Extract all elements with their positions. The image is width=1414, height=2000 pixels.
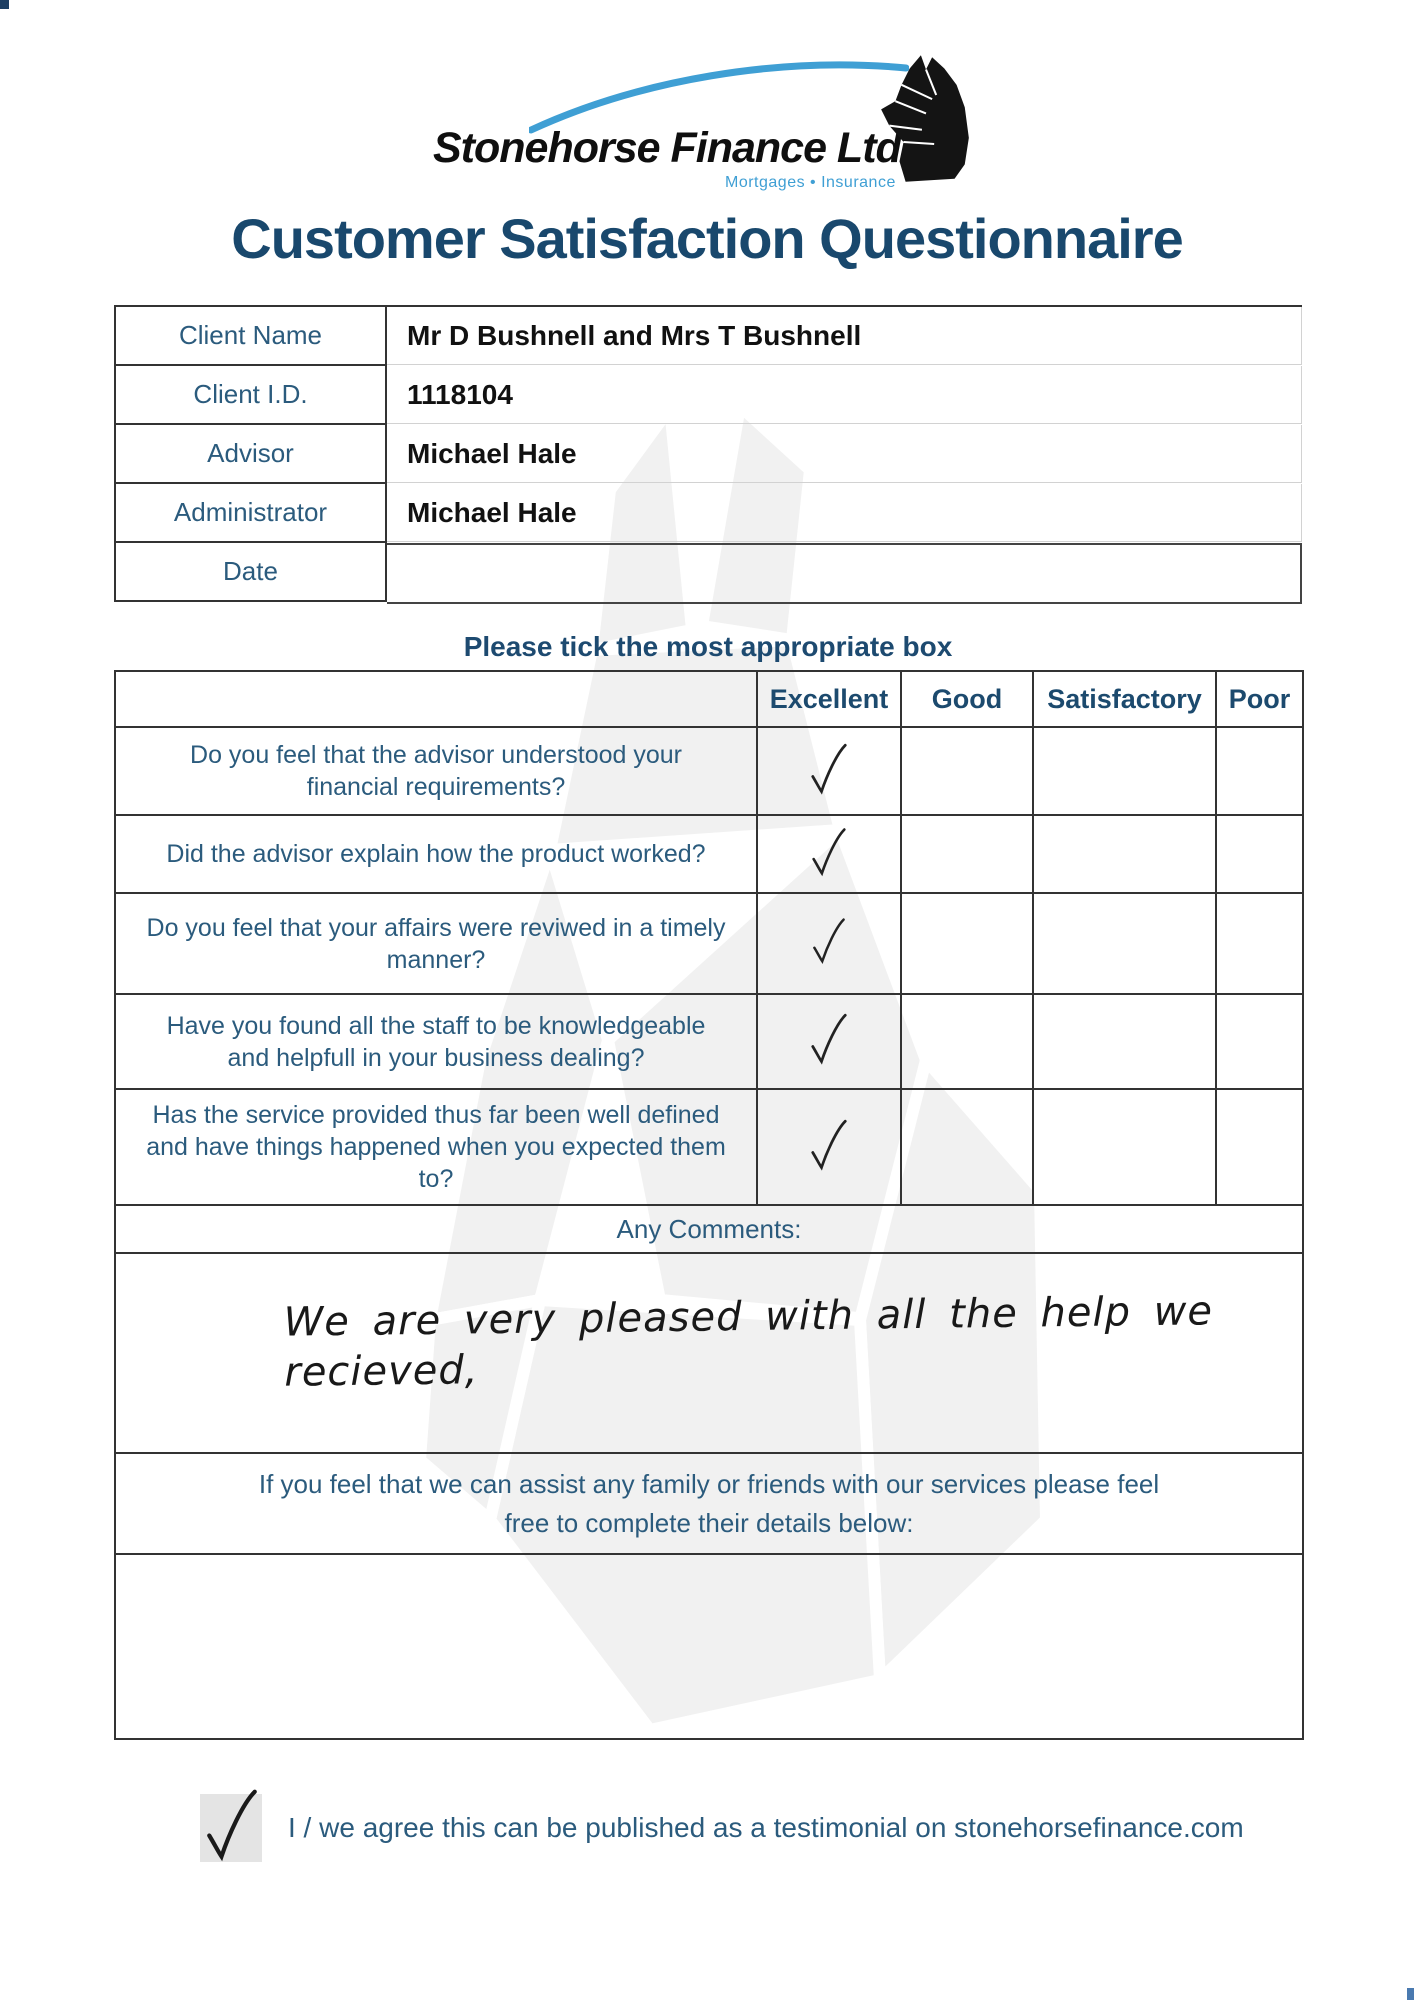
horse-head-icon — [875, 54, 977, 182]
rating-cell-good[interactable] — [901, 994, 1033, 1089]
scan-corner-mark-top-left — [0, 0, 9, 9]
question-text: Has the service provided thus far been well defined and have things happened when you expected them to? — [115, 1089, 757, 1205]
client-id-label: Client I.D. — [114, 366, 387, 425]
rating-cell-good[interactable] — [901, 893, 1033, 994]
tick-mark-icon — [809, 1011, 849, 1067]
rating-cell-excellent[interactable] — [757, 893, 901, 994]
rating-cell-excellent[interactable] — [757, 994, 901, 1089]
referral-note-row — [115, 1453, 1303, 1554]
comments-box-row — [115, 1253, 1303, 1453]
company-logo — [0, 52, 1414, 190]
column-header-poor: Poor — [1216, 671, 1303, 727]
comments-label-row — [115, 1205, 1303, 1253]
referral-details-box[interactable] — [115, 1554, 1303, 1739]
date-label: Date — [114, 543, 387, 602]
client-name-value[interactable]: Mr D Bushnell and Mrs T Bushnell — [387, 307, 1302, 365]
tick-mark-icon — [809, 741, 849, 797]
rating-cell-poor[interactable] — [1216, 1089, 1303, 1205]
question-text: Did the advisor explain how the product worked? — [115, 815, 757, 893]
comments-label: Any Comments: — [115, 1205, 1303, 1253]
tick-mark-icon — [810, 826, 848, 878]
question-row — [115, 994, 1303, 1089]
testimonial-checkbox[interactable] — [200, 1794, 262, 1862]
page-title: Customer Satisfaction Questionnaire — [231, 207, 1183, 270]
rating-cell-excellent[interactable] — [757, 1089, 901, 1205]
checkbox-tick-icon — [204, 1780, 260, 1870]
rating-cell-satisfactory[interactable] — [1033, 994, 1216, 1089]
advisor-label: Advisor — [114, 425, 387, 484]
tick-instruction: Please tick the most appropriate box — [463, 631, 953, 662]
rating-cell-good[interactable] — [901, 727, 1033, 815]
question-row — [115, 893, 1303, 994]
comments-box[interactable] — [115, 1253, 1303, 1453]
rating-cell-satisfactory[interactable] — [1033, 815, 1216, 893]
column-header-satisfactory: Satisfactory — [1033, 671, 1216, 727]
rating-cell-good[interactable] — [901, 1089, 1033, 1205]
advisor-value[interactable]: Michael Hale — [387, 425, 1302, 483]
question-row — [115, 1089, 1303, 1205]
column-header-good: Good — [901, 671, 1033, 727]
rating-cell-satisfactory[interactable] — [1033, 727, 1216, 815]
rating-cell-good[interactable] — [901, 815, 1033, 893]
date-value[interactable] — [387, 543, 1302, 604]
testimonial-consent — [200, 1794, 1302, 1862]
client-info-table — [114, 305, 1302, 604]
column-header-excellent: Excellent — [757, 671, 901, 727]
question-text: Do you feel that your affairs were reviwed in a timely manner? — [115, 893, 757, 994]
tick-mark-icon — [809, 1117, 849, 1173]
scan-corner-mark-bottom-right — [1407, 1988, 1414, 2000]
question-text: Have you found all the staff to be knowledgeable and helpfull in your business dealing? — [115, 994, 757, 1089]
rating-cell-satisfactory[interactable] — [1033, 1089, 1216, 1205]
question-row — [115, 727, 1303, 815]
tick-mark-icon — [811, 916, 847, 966]
administrator-value[interactable]: Michael Hale — [387, 484, 1302, 542]
company-tagline: Mortgages • Insurance — [725, 174, 896, 191]
rating-cell-poor[interactable] — [1216, 893, 1303, 994]
rating-cell-excellent[interactable] — [757, 727, 901, 815]
company-name: Stonehorse Finance Ltd — [433, 124, 901, 172]
question-row — [115, 815, 1303, 893]
administrator-label: Administrator — [114, 484, 387, 543]
rating-cell-satisfactory[interactable] — [1033, 893, 1216, 994]
client-id-value[interactable]: 1118104 — [387, 366, 1302, 424]
question-column-header — [115, 671, 757, 727]
rating-cell-poor[interactable] — [1216, 815, 1303, 893]
rating-cell-poor[interactable] — [1216, 994, 1303, 1089]
referral-details-row — [115, 1554, 1303, 1739]
ratings-header-row — [115, 671, 1303, 727]
question-text: Do you feel that the advisor understood your financial requirements? — [115, 727, 757, 815]
ratings-table — [114, 670, 1304, 1740]
referral-note: If you feel that we can assist any family or friends with our services please feel free to complete their details below: — [115, 1453, 1303, 1554]
testimonial-text: I / we agree this can be published as a testimonial on stonehorsefinance.com — [288, 1812, 1244, 1843]
rating-cell-poor[interactable] — [1216, 727, 1303, 815]
rating-cell-excellent[interactable] — [757, 815, 901, 893]
handwritten-comment: We are very pleased with all the help we recieved, — [283, 1288, 1214, 1396]
client-name-label: Client Name — [114, 307, 387, 366]
